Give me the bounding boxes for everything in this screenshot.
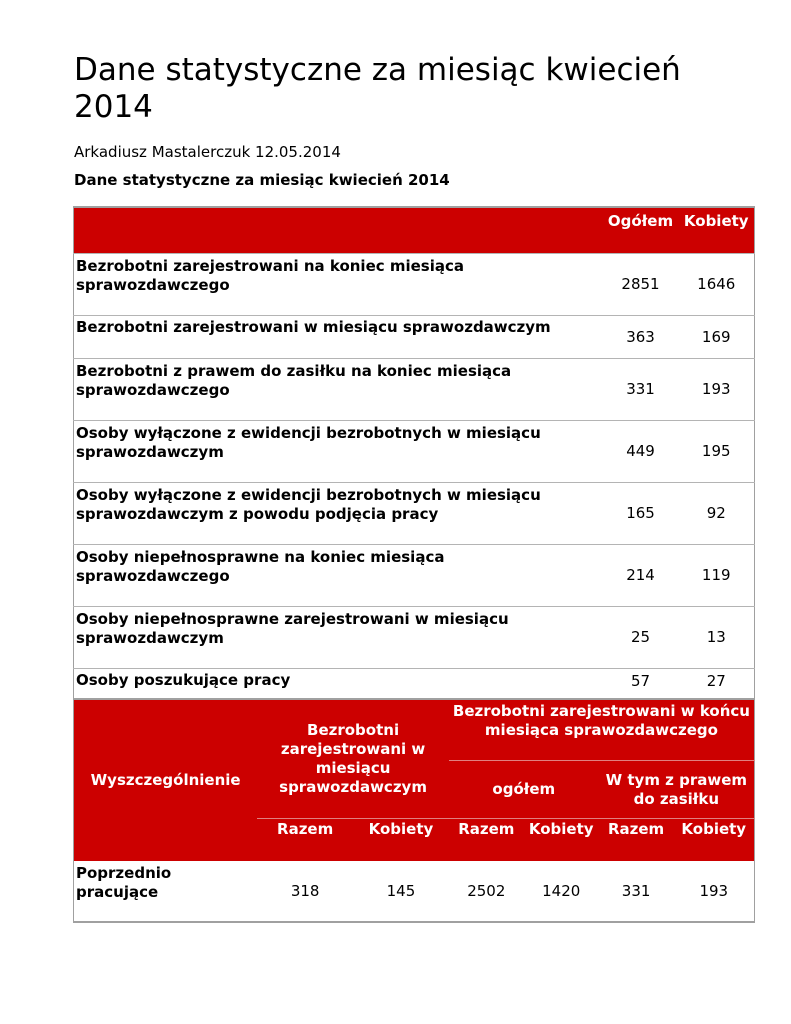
value-monthly-kobiety: 145	[386, 881, 416, 900]
registered-unemployed-breakdown-table	[73, 698, 755, 923]
header-ogolem-sub: ogółem	[449, 761, 599, 819]
monthly-statistics-table	[73, 206, 755, 716]
value-benefit-razem: 331	[621, 881, 651, 900]
value-kobiety: 119	[679, 545, 755, 607]
row-label: Osoby wyłączone z ewidencji bezrobotnych w miesiącu sprawozdawczym	[74, 421, 603, 483]
header-blank-cell	[74, 207, 603, 254]
header-razem: Razem	[449, 819, 524, 862]
header-end-of-month-registered: Bezrobotni zarejestrowani w końcu miesiąca sprawozdawczego	[449, 699, 755, 761]
header-wyszczegolnienie: Wyszczególnienie	[74, 699, 258, 861]
value-ogolem: 57	[603, 669, 679, 716]
author-date-line: Arkadiusz Mastalerczuk 12.05.2014	[74, 143, 341, 161]
header-kobiety: Kobiety	[679, 207, 755, 254]
row-label: Osoby wyłączone z ewidencji bezrobotnych w miesiącu sprawozdawczym z powodu podjęcia pracy	[74, 483, 603, 545]
value-ogolem: 25	[603, 607, 679, 669]
table-row	[74, 607, 755, 669]
value-kobiety: 1646	[679, 254, 755, 316]
row-label: Bezrobotni z prawem do zasiłku na koniec miesiąca sprawozdawczego	[74, 359, 603, 421]
table-row	[74, 861, 755, 922]
header-razem: Razem	[599, 819, 674, 862]
row-label: Osoby niepełnosprawne zarejestrowani w miesiącu sprawozdawczym	[74, 607, 603, 669]
value-kobiety: 27	[679, 669, 755, 716]
table-row	[74, 359, 755, 421]
row-label: Osoby poszukujące pracy	[74, 669, 603, 716]
header-kobiety: Kobiety	[674, 819, 755, 862]
table-row	[74, 316, 755, 359]
table-header-row	[74, 699, 755, 761]
value-ogolem: 2851	[603, 254, 679, 316]
header-kobiety: Kobiety	[353, 819, 449, 862]
value-benefit-kobiety: 193	[699, 881, 729, 900]
table-row	[74, 254, 755, 316]
value-total-razem: 2502	[467, 881, 506, 900]
value-kobiety: 195	[679, 421, 755, 483]
table-row	[74, 545, 755, 607]
value-kobiety: 92	[679, 483, 755, 545]
value-ogolem: 449	[603, 421, 679, 483]
page-title: Dane statystyczne za miesiąc kwiecień 2014	[74, 52, 681, 125]
value-monthly-razem: 318	[290, 881, 320, 900]
header-razem: Razem	[257, 819, 353, 862]
row-label: Poprzednio pracujące	[76, 864, 172, 901]
table-row	[74, 483, 755, 545]
value-ogolem: 214	[603, 545, 679, 607]
row-label: Bezrobotni zarejestrowani na koniec miesiąca sprawozdawczego	[74, 254, 603, 316]
value-ogolem: 165	[603, 483, 679, 545]
table-row	[74, 421, 755, 483]
header-with-benefit-sub: W tym z prawem do zasiłku	[599, 761, 755, 819]
row-label: Osoby niepełnosprawne na koniec miesiąca sprawozdawczego	[74, 545, 603, 607]
value-kobiety: 169	[679, 316, 755, 359]
header-kobiety: Kobiety	[524, 819, 599, 862]
value-ogolem: 363	[603, 316, 679, 359]
value-kobiety: 13	[679, 607, 755, 669]
table-header-row	[74, 207, 755, 254]
header-monthly-registered: Bezrobotni zarejestrowani w miesiącu sprawozdawczym	[257, 699, 449, 819]
value-kobiety: 193	[679, 359, 755, 421]
value-total-kobiety: 1420	[542, 881, 581, 900]
section-title: Dane statystyczne za miesiąc kwiecień 2014	[74, 171, 450, 189]
value-ogolem: 331	[603, 359, 679, 421]
header-ogolem: Ogółem	[603, 207, 679, 254]
row-label: Bezrobotni zarejestrowani w miesiącu sprawozdawczym	[74, 316, 603, 359]
